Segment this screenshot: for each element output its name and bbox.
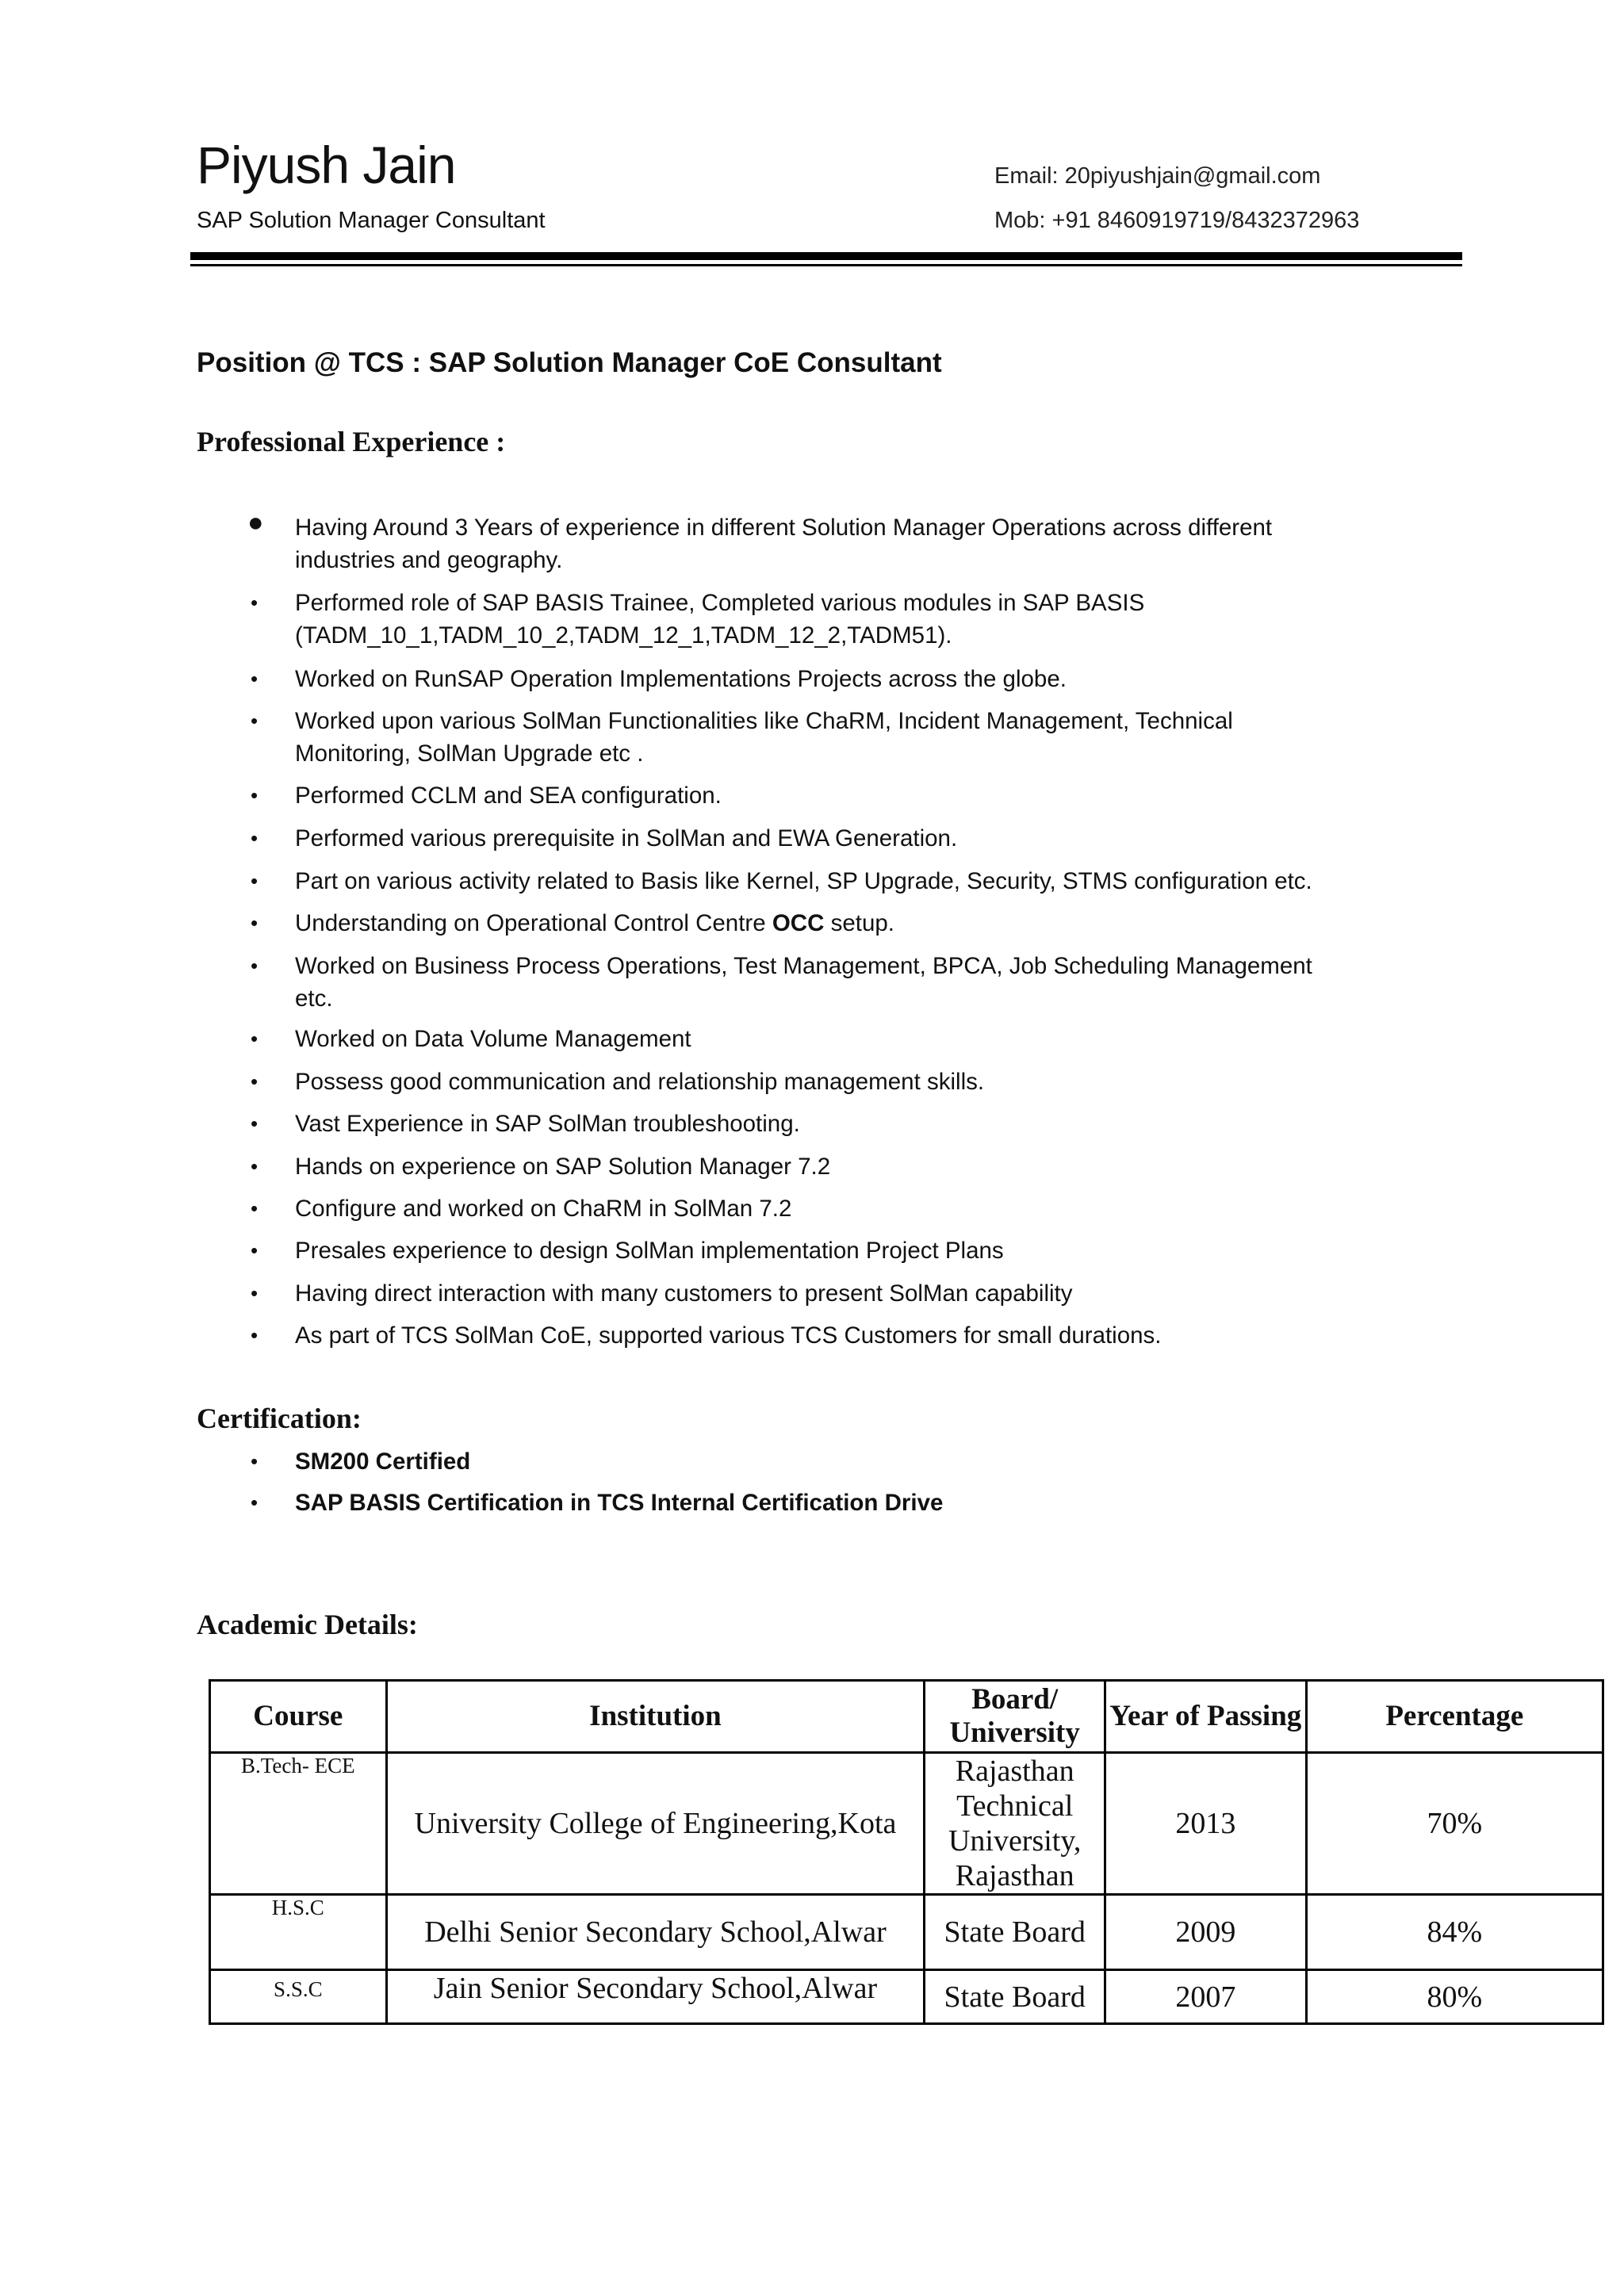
percentage-cell: 80%: [1306, 1970, 1603, 2024]
mobile-line: Mob: +91 8460919719/8432372963: [994, 208, 1360, 233]
course-cell: S.S.C: [210, 1970, 387, 2024]
candidate-name: Piyush Jain: [197, 136, 456, 194]
bullet-icon: •: [251, 1112, 259, 1135]
bullet-icon: •: [251, 783, 259, 807]
occ-item: Understanding on Operational Control Centre OCC setup.: [295, 910, 894, 936]
bullet-icon: •: [251, 709, 259, 733]
bullet-icon: •: [251, 826, 259, 850]
email-line: Email: 20piyushjain@gmail.com: [994, 163, 1321, 189]
table-row: [210, 1753, 1603, 1895]
table-row: [210, 1970, 1603, 2024]
bullet-icon: •: [251, 911, 259, 935]
institution-cell: Delhi Senior Secondary School,Alwar: [386, 1895, 925, 1970]
table-row: [210, 1895, 1603, 1970]
bullet-icon: •: [251, 1196, 259, 1220]
institution-cell: University College of Engineering,Kota: [386, 1753, 925, 1895]
course-cell: H.S.C: [210, 1895, 387, 1970]
institution-cell: Jain Senior Secondary School,Alwar: [386, 1970, 925, 2024]
academic-table: [209, 1679, 1604, 2025]
bullet-icon: •: [251, 1070, 259, 1093]
experience-heading: Professional Experience :: [197, 426, 506, 457]
board-cell: State Board: [925, 1895, 1105, 1970]
bullet-icon: •: [251, 1154, 259, 1178]
column-header: Institution: [386, 1681, 925, 1753]
bullet-icon: •: [251, 869, 259, 893]
academic-heading: Academic Details:: [197, 1609, 418, 1640]
percentage-cell: 84%: [1306, 1895, 1603, 1970]
column-header: Percentage: [1306, 1681, 1603, 1753]
bullet-icon: •: [251, 591, 259, 614]
column-header: Year of Passing: [1105, 1681, 1307, 1753]
bullet-icon: •: [251, 1449, 259, 1473]
candidate-title: SAP Solution Manager Consultant: [197, 208, 546, 233]
table-header-row: [210, 1681, 1603, 1753]
certification-heading: Certification:: [197, 1402, 362, 1434]
bullet-icon: •: [251, 667, 259, 691]
bullet-icon: •: [251, 1323, 259, 1347]
percentage-cell: 70%: [1306, 1753, 1603, 1895]
bullet-icon: •: [251, 1281, 259, 1305]
bullet-icon: ●: [247, 507, 264, 538]
header-rule-thin: [190, 264, 1462, 266]
column-header: Board/ University: [925, 1681, 1105, 1753]
year-cell: 2007: [1105, 1970, 1307, 2024]
course-cell: B.Tech- ECE: [210, 1753, 387, 1895]
board-cell: Rajasthan Technical University, Rajasthan: [925, 1753, 1105, 1895]
year-cell: 2009: [1105, 1895, 1307, 1970]
position-line: Position @ TCS : SAP Solution Manager CoE Consultant: [197, 347, 942, 378]
header-rule-thick: [190, 252, 1462, 260]
year-cell: 2013: [1105, 1753, 1307, 1895]
bullet-icon: •: [251, 1027, 259, 1050]
bullet-icon: •: [251, 954, 259, 978]
board-cell: State Board: [925, 1970, 1105, 2024]
column-header: Course: [210, 1681, 387, 1753]
bullet-icon: •: [251, 1238, 259, 1262]
bullet-icon: •: [251, 1490, 259, 1514]
